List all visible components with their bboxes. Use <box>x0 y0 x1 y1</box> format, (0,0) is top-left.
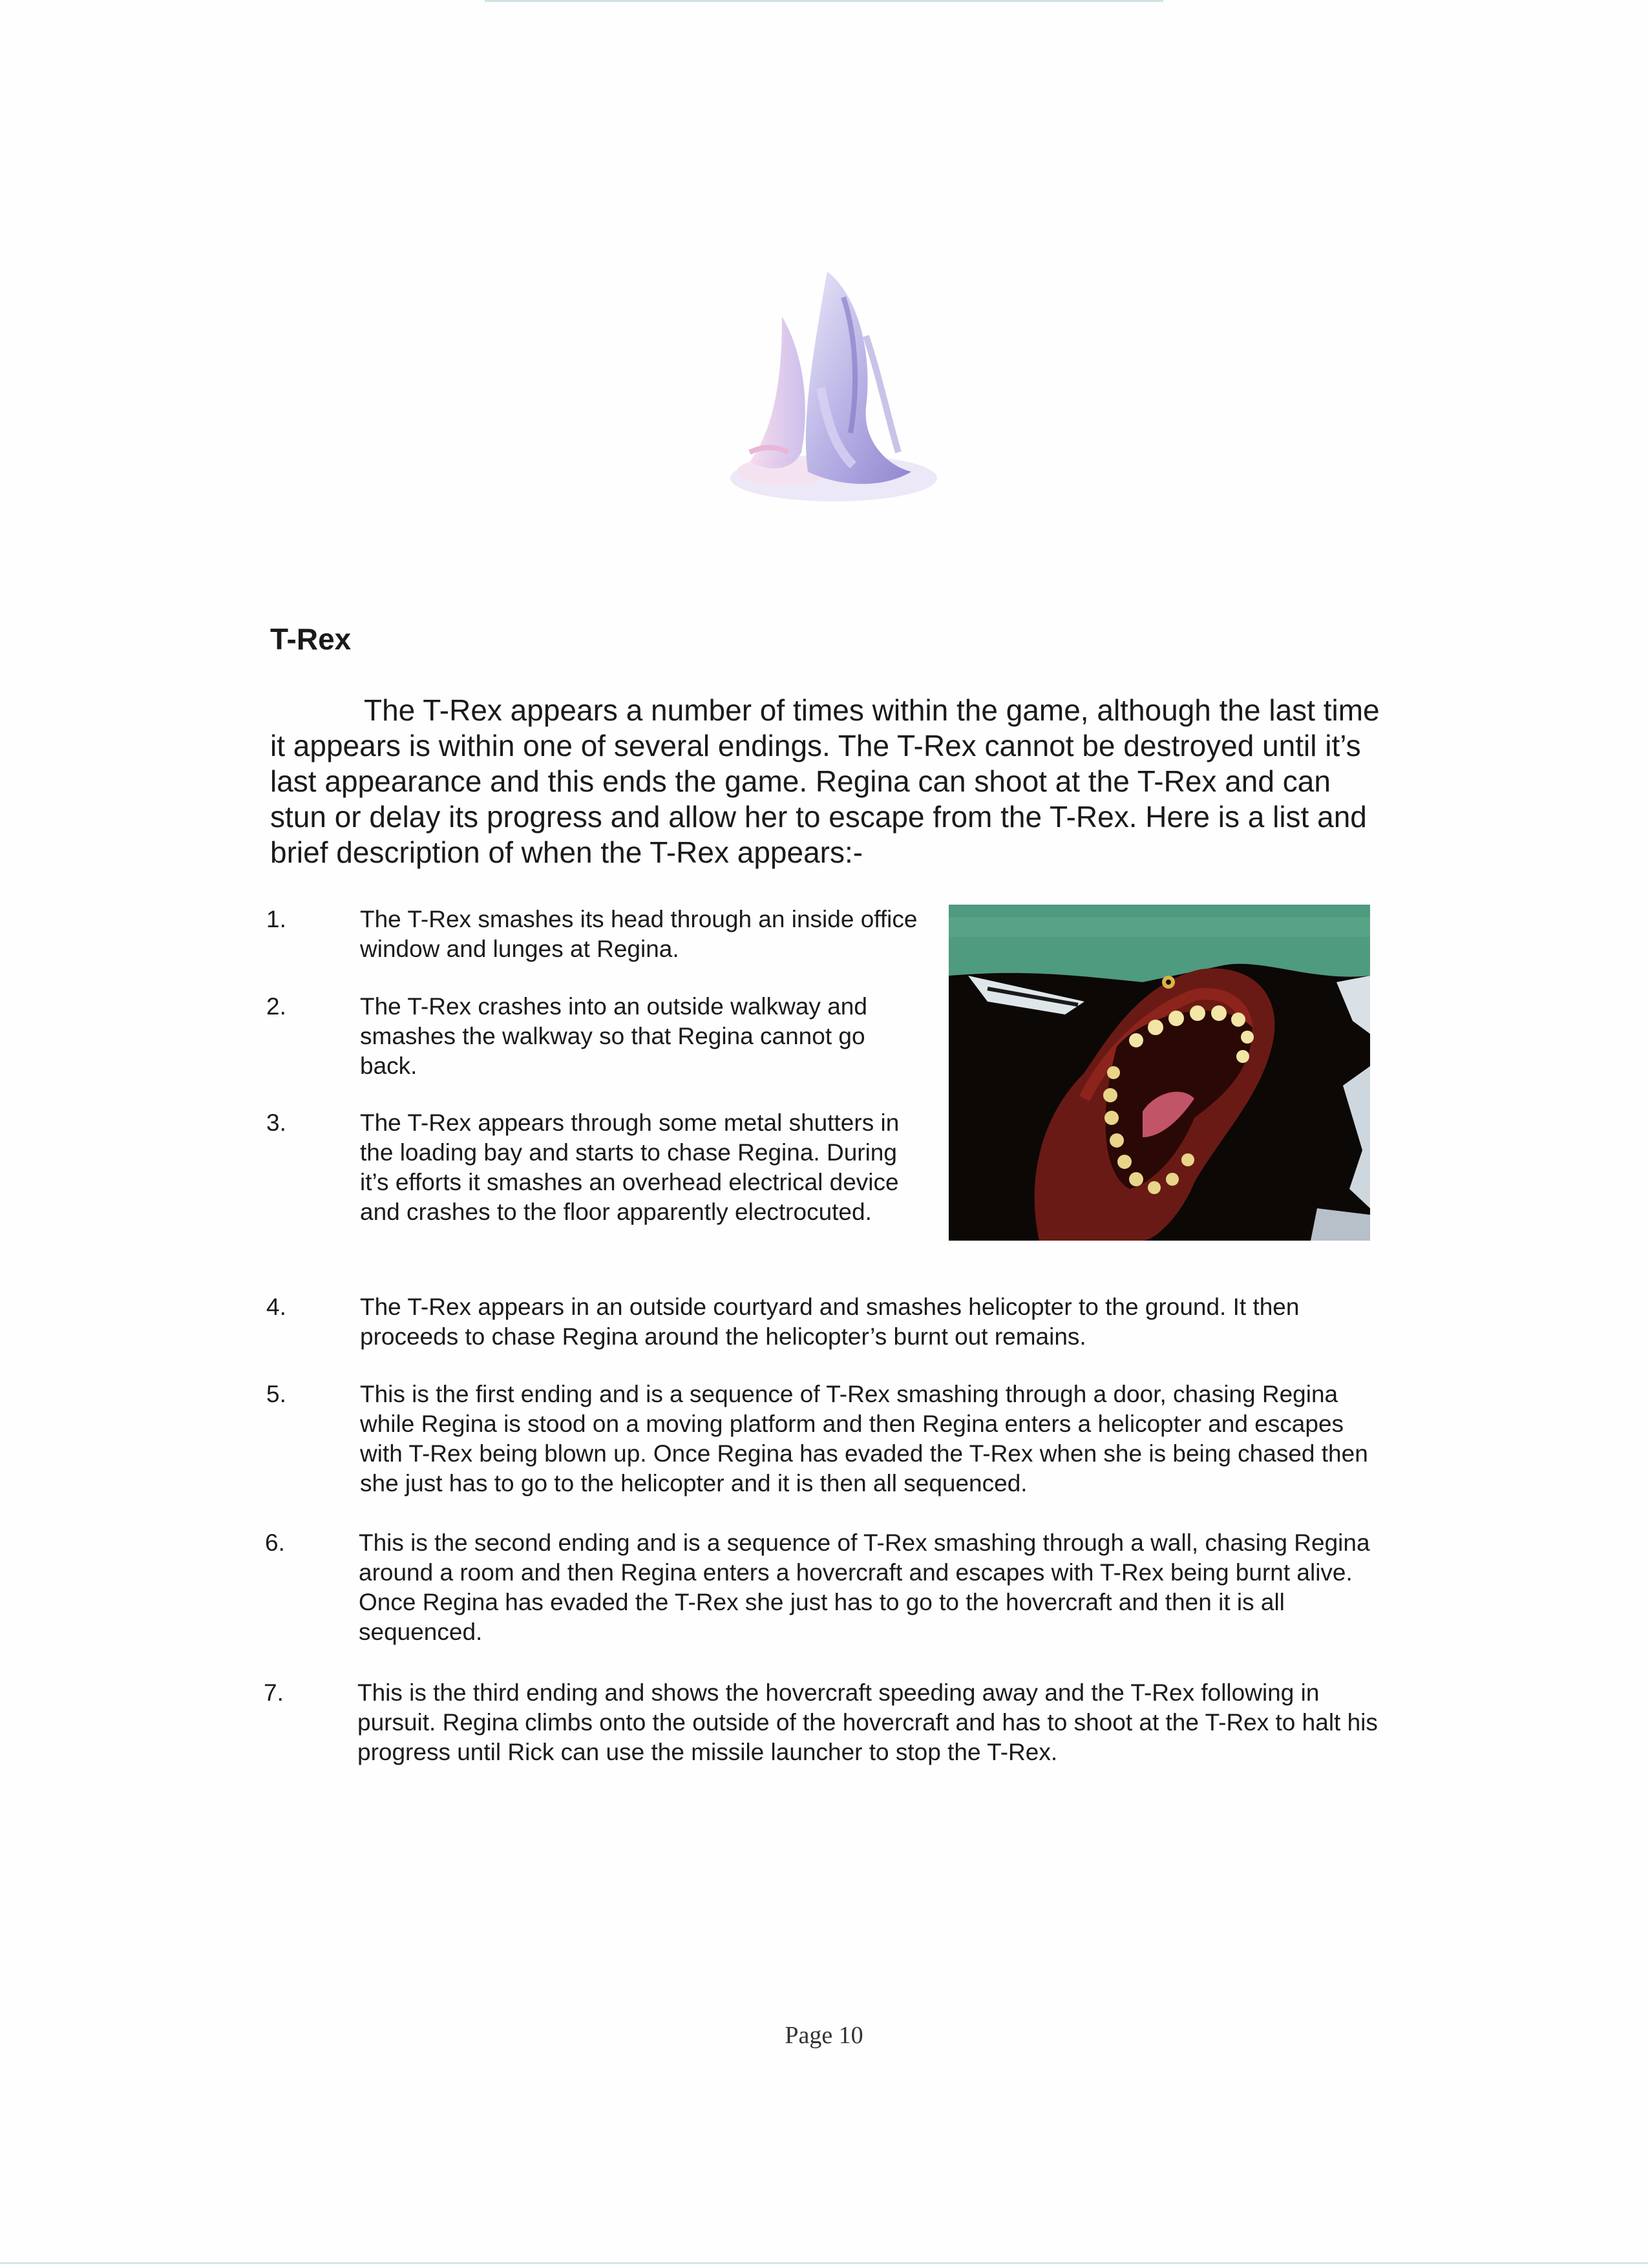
section-title: T-Rex <box>270 622 352 656</box>
scan-edge-bottom <box>0 2262 1648 2264</box>
t-rex-roaring-screenshot <box>949 905 1370 1241</box>
item-number: 5. <box>266 1381 286 1407</box>
intro-paragraph: The T-Rex appears a number of times within the game, although the last time it appears is within one of several endings. The T-Rex cannot be destroyed until it’s last appearance and this ends the game. Regina can shoot at the T-Rex and can stun or delay its progress and allow her to escape from the T-Rex. Here is a list and brief description of when the T-Rex appears:- <box>270 693 1380 869</box>
item-number: 2. <box>266 993 286 1020</box>
item-number: 4. <box>266 1294 286 1320</box>
item-number: 1. <box>266 906 286 932</box>
item-text: This is the first ending and is a sequence of T-Rex smashing through a door, chasing Regina while Regina is stood on a moving platform and then Regina enters a helicopter and escapes with T-Rex being blown up. Once Regina has evaded the T-Rex when she is being chased then she just has to go to the helicopter and it is then all sequenced. <box>360 1381 1368 1496</box>
item-text: This is the second ending and is a sequence of T-Rex smashing through a wall, chasing Regina around a room and then Regina enters a hovercraft and escapes with T-Rex being burnt alive. Once Regina has evaded the T-Rex she just has to go to the hovercraft and then it is all sequenced. <box>359 1529 1370 1645</box>
item-text: This is the third ending and shows the hovercraft speeding away and the T-Rex following in pursuit. Regina climbs onto the outside of the hovercraft and has to shoot at the T-Rex to halt his progress until Rick can use the missile launcher to stop the T-Rex. <box>357 1679 1378 1765</box>
scan-edge-top <box>485 0 1163 2</box>
item-text: The T-Rex appears in an outside courtyard and smashes helicopter to the ground. It then proceeds to chase Regina around the helicopter’s burnt out remains. <box>360 1294 1300 1350</box>
item-text: The T-Rex appears through some metal shutters in the loading bay and starts to chase Regina. During it’s efforts it smashes an overhead electrical device and crashes to the floor apparently electrocuted. <box>360 1109 900 1225</box>
item-number: 6. <box>265 1529 285 1556</box>
item-number: 7. <box>264 1679 284 1706</box>
item-text: The T-Rex smashes its head through an inside office window and lunges at Regina. <box>360 906 918 962</box>
page-number: Page 10 <box>785 2022 863 2049</box>
dinosaur-claw-icon <box>704 258 944 517</box>
item-text: The T-Rex crashes into an outside walkway and smashes the walkway so that Regina cannot go back. <box>360 993 867 1079</box>
item-number: 3. <box>266 1109 286 1136</box>
